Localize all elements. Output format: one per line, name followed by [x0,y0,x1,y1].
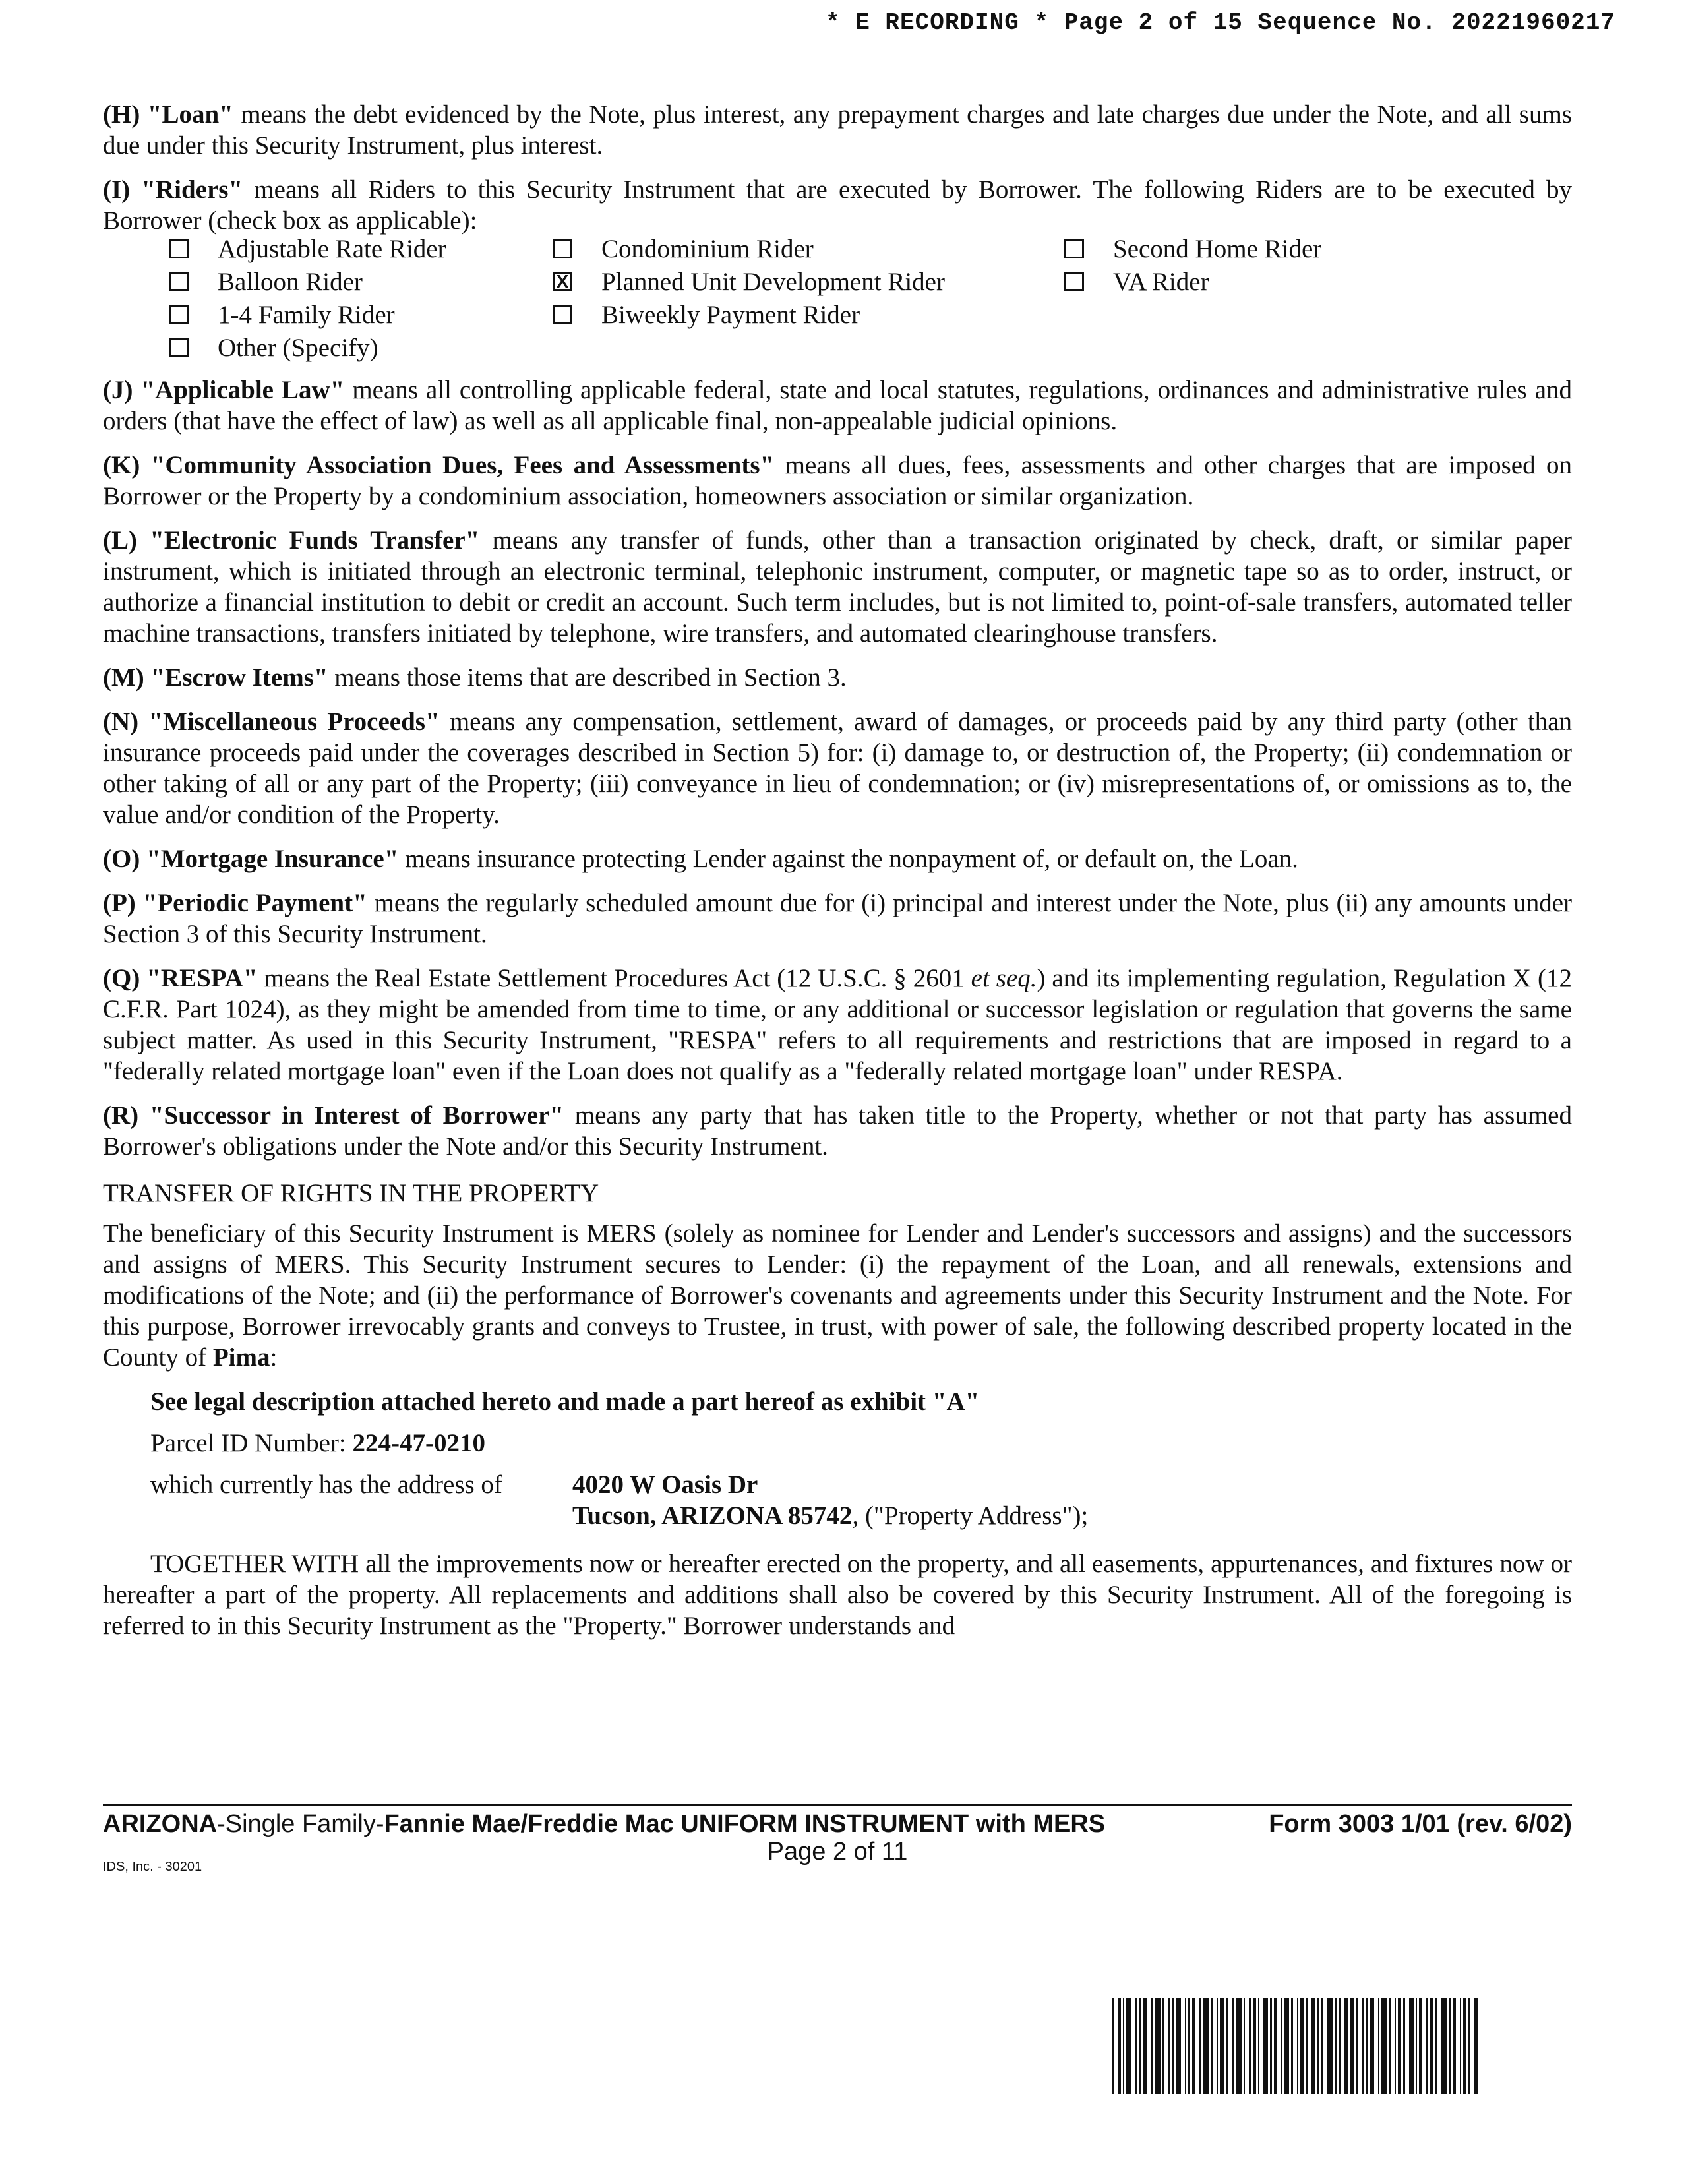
definition-o: (O) "Mortgage Insurance" means insurance protecting Lender against the nonpayment of, or default on, the Loan. [103,845,1298,873]
rider-item[interactable]: VA Rider [1064,265,1209,298]
barcode-bar [1270,1998,1272,2094]
barcode-bar [1192,1998,1195,2094]
rider-item[interactable]: Other (Specify) [169,331,378,364]
property-address [150,1469,1572,1531]
barcode-bar [1366,1998,1368,2094]
barcode-bar [1389,1998,1391,2094]
barcode-bar [1474,1998,1478,2094]
barcode-bar [1317,1998,1319,2094]
barcode-bar [1217,1998,1218,2094]
section-heading: TRANSFER OF RIGHTS IN THE PROPERTY [103,1179,599,1207]
barcode-bar [1203,1998,1209,2094]
barcode-bar [1356,1998,1358,2094]
barcode-bar [1172,1998,1174,2094]
definition-r: (R) "Successor in Interest of Borrower" means any party that has taken title to the Property, whether or not that party has assumed Borrower's obligations under the Note and/or this Security Instrument. [103,1101,1572,1161]
barcode-bar [1211,1998,1213,2094]
barcode-bar [1263,1998,1268,2094]
barcode-bar [1281,1998,1282,2094]
barcode-bar [1339,1998,1341,2094]
barcode-bar [1344,1998,1348,2094]
barcode-bar [1378,1998,1379,2094]
barcode-bar [1426,1998,1428,2094]
barcode-bar [1143,1998,1147,2094]
definition-term: "Miscellaneous Proceeds" [148,708,440,736]
document-body [103,99,1572,1654]
barcode-bar [1123,1998,1124,2094]
definition-term: "Applicable Law" [140,376,345,404]
checkbox[interactable] [1064,239,1084,258]
barcode-bar [1118,1998,1121,2094]
barcode-bar [1185,1998,1186,2094]
legal-description: See legal description attached hereto and made a part hereof as exhibit "A" [150,1387,980,1416]
form-number: Form 3003 1/01 (rev. 6/02) [1269,1810,1572,1838]
barcode-bar [1468,1998,1470,2094]
definition-term: "Mortgage Insurance" [146,845,399,873]
barcode-bar [1249,1998,1251,2094]
barcode-bar [1395,1998,1396,2094]
parcel-id: Parcel ID Number: 224-47-0210 [150,1429,485,1457]
barcode-bar [1253,1998,1256,2094]
page-number: Page 2 of 11 [767,1838,908,1866]
checkbox[interactable] [1064,272,1084,291]
barcode-bar [1449,1998,1451,2094]
barcode-bar [1176,1998,1181,2094]
barcode-bar [1226,1998,1228,2094]
form-footer [103,1804,1572,1866]
address-city: Tucson, ARIZONA 85742 [572,1502,853,1530]
barcode [1112,1998,1571,2094]
definition-term: "Loan" [147,100,233,129]
checkbox[interactable] [169,239,189,258]
barcode-bar [1188,1998,1190,2094]
definition-l: (L) "Electronic Funds Transfer" means any transfer of funds, other than a transaction originated by check, draft, or similar paper instrument, which is initiated through an electronic terminal, telephonic instrument, computer, or magnetic tape so as to order, instruct, or authorize a financial institution to debit or credit an account. Such term includes, but is not limited to, point-of-sale transfers, automated teller machine transactions, transfers initiated by telephone, wire transfers, and automated clearinghouse transfers. [103,526,1572,648]
barcode-bar [1244,1998,1245,2094]
county-name: Pima [212,1343,270,1372]
form-title: ARIZONA-Single Family-Fannie Mae/Freddie Mac UNIFORM INSTRUMENT with MERS [103,1810,1106,1838]
rider-item[interactable]: Adjustable Rate Rider [169,232,446,265]
barcode-bar [1274,1998,1277,2094]
barcode-bar [1151,1998,1153,2094]
barcode-bar [1258,1998,1259,2094]
barcode-bar [1300,1998,1304,2094]
barcode-bar [1297,1998,1298,2094]
rider-item[interactable]: Condominium Rider [553,232,814,265]
barcode-bar [1419,1998,1422,2094]
barcode-bar [1126,1998,1131,2094]
barcode-bar [1112,1998,1114,2094]
definition-term: "Successor in Interest of Borrower" [149,1101,564,1130]
definition-k: (K) "Community Association Dues, Fees and Assessments" means all dues, fees, assessments and other charges that are imposed on Borrower or the Property by a condominium association, homeowners association or similar organization. [103,451,1573,510]
barcode-bar [1350,1998,1354,2094]
barcode-bar [1168,1998,1170,2094]
checkbox-checked[interactable]: X [553,272,572,291]
barcode-bar [1135,1998,1137,2094]
definition-q: (Q) "RESPA" means the Real Estate Settlement Procedures Act (12 U.S.C. § 2601 et seq.) and its implementing regulation, Regulation X (12 C.F.R. Part 1024), as they might be amended from time to time, or any additional or successor legislation or regulation that governs the same subject matter. As used in this Security Instrument, "RESPA" refers to all requirements and restrictions that are imposed in regard to a "federally related mortgage loan" even if the Loan does not qualify as a "federally related mortgage loan" under RESPA. [103,964,1573,1085]
barcode-bar [1370,1998,1374,2094]
barcode-bar [1453,1998,1456,2094]
barcode-bar [1155,1998,1160,2094]
barcode-bar [1220,1998,1224,2094]
definition-term: "Electronic Funds Transfer" [150,526,480,555]
barcode-bar [1284,1998,1289,2094]
transfer-paragraph: The beneficiary of this Security Instrument is MERS (solely as nominee for Lender and Lender's successors and assigns) and the successors and assigns of MERS. This Security Instrument secures to Lender: (i) the repayment of the Loan, and all renewals, extensions and modifications of the Note; and (ii) the performance of Borrower's covenants and agreements under this Security Instrument and the Note. For this purpose, Borrower irrevocably grants and conveys to Trustee, in trust, with power of sale, the following described property located in the County of Pima: [103,1219,1572,1372]
rider-item[interactable]: X Planned Unit Development Rider [553,265,945,298]
rider-item[interactable]: Balloon Rider [169,265,363,298]
barcode-bar [1403,1998,1405,2094]
definition-i: (I) "Riders" means all Riders to this Security Instrument that are executed by Borrower. The following Riders are to be executed by Borrower (check box as applicable): [103,175,1572,235]
address-street: 4020 W Oasis Dr [572,1471,758,1499]
definition-term: "Riders" [141,175,243,204]
barcode-bar [1335,1998,1337,2094]
barcode-bar [1416,1998,1417,2094]
definition-term: "Community Association Dues, Fees and Assessments" [150,451,775,479]
checkbox[interactable] [169,338,189,357]
barcode-bar [1162,1998,1164,2094]
barcode-bar [1291,1998,1293,2094]
barcode-bar [1321,1998,1323,2094]
barcode-bar [1327,1998,1333,2094]
address-lines: 4020 W Oasis Dr Tucson, ARIZONA 85742, ("Property Address"); [572,1471,1089,1530]
definition-m: (M) "Escrow Items" means those items that are described in Section 3. [103,663,847,692]
barcode-bar [1232,1998,1234,2094]
barcode-bar [1398,1998,1401,2094]
definition-p: (P) "Periodic Payment" means the regularly scheduled amount due for (i) principal and interest under the Note, plus (ii) any amounts under Section 3 of this Security Instrument. [103,889,1572,948]
ids-code: IDS, Inc. - 30201 [103,1860,202,1874]
barcode-bar [1381,1998,1387,2094]
barcode-bar [1362,1998,1364,2094]
parcel-number: 224-47-0210 [352,1429,485,1457]
barcode-bar [1441,1998,1447,2094]
definition-term: "Escrow Items" [150,663,328,692]
checkbox[interactable] [553,305,572,324]
definition-term: "RESPA" [146,964,258,992]
barcode-bar [1236,1998,1242,2094]
barcode-bar [1430,1998,1433,2094]
definition-j: (J) "Applicable Law" means all controlling applicable federal, state and local statutes, regulations, ordinances and administrative rules and orders (that have the effect of law) as well as all applicable final, non-appealable judicial opinions. [103,376,1573,435]
checkbox[interactable] [553,239,572,258]
barcode-bar [1463,1998,1466,2094]
definition-h: (H) "Loan" means the debt evidenced by the Note, plus interest, any prepayment charges and late charges due under the Note, and all sums due under this Security Instrument, plus interest. [103,100,1573,160]
definition-n: (N) "Miscellaneous Proceeds" means any compensation, settlement, award of damages, or proceeds paid by any third party (other than insurance proceeds paid under the coverages described in Section 5) for: (i) damage to, or destruction of, the Property; (ii) condemnation or other taking of all or any part of the Property; (iii) conveyance in lieu of condemnation; or (iv) misrepresentations of, or omissions as to, the value and/or condition of the Property. [103,708,1573,829]
rider-item[interactable]: Second Home Rider [1064,232,1321,265]
riders-checklist [103,232,1572,364]
recording-header: * E RECORDING * Page 2 of 15 Sequence No. 20221960217 [826,9,1615,36]
rider-item[interactable]: 1-4 Family Rider [169,298,395,331]
rider-item[interactable]: Biweekly Payment Rider [553,298,860,331]
barcode-bar [1311,1998,1315,2094]
barcode-bar [1139,1998,1141,2094]
barcode-bar [1199,1998,1201,2094]
barcode-bar [1460,1998,1461,2094]
barcode-bar [1306,1998,1308,2094]
barcode-bar [1435,1998,1437,2094]
barcode-bar [1409,1998,1414,2094]
address-label: which currently has the address of [150,1471,502,1499]
checkbox[interactable] [169,272,189,291]
definition-term: "Periodic Payment" [142,889,367,917]
checkbox[interactable] [169,305,189,324]
together-paragraph: TOGETHER WITH all the improvements now or hereafter erected on the property, and all easements, appurtenances, and fixtures now or hereafter a part of the property. All replacements and additions shall also be covered by this Security Instrument. All of the foregoing is referred to in this Security Instrument as the "Property." Borrower understands and [103,1550,1572,1640]
